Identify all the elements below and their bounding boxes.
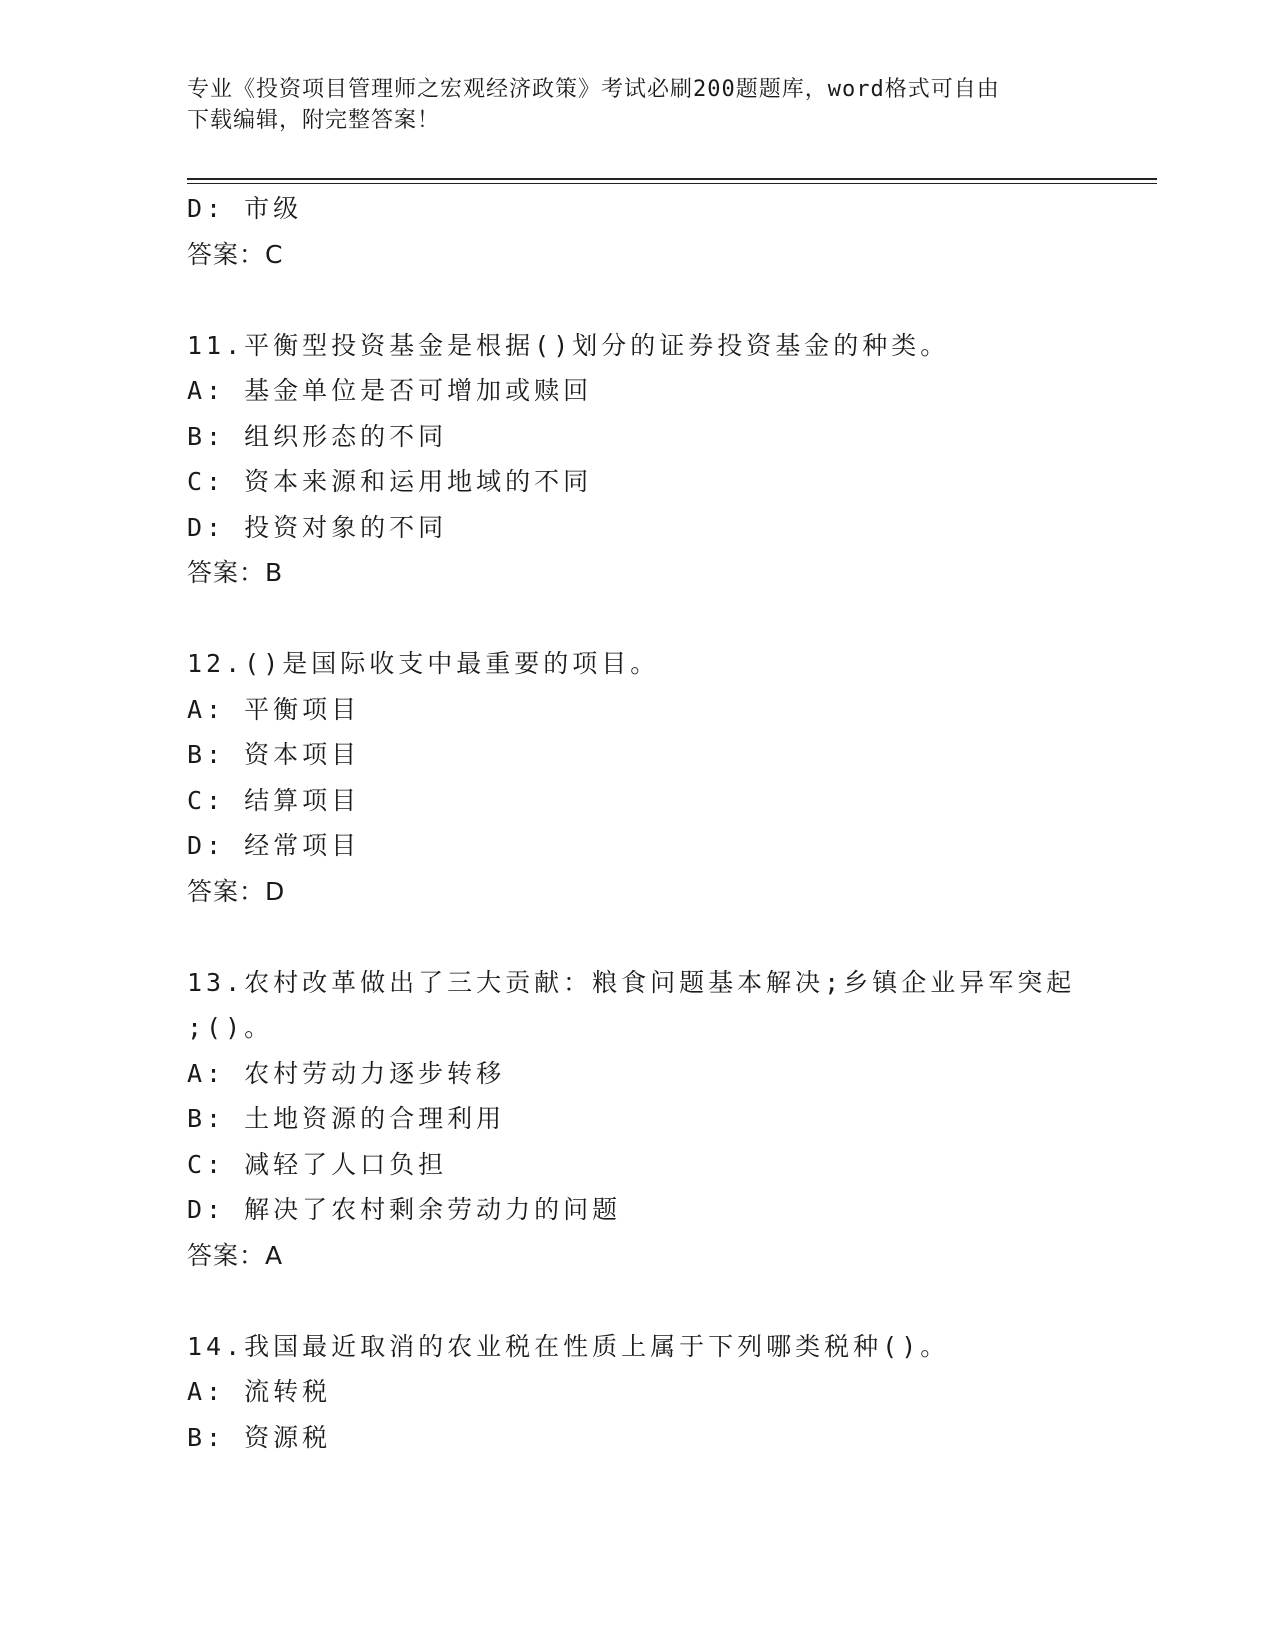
question-text: 13.农村改革做出了三大贡献：粮食问题基本解决;乡镇企业异军突起 xyxy=(187,967,1076,997)
option-b: B: 资源税 xyxy=(187,1422,332,1452)
option-c: C: 结算项目 xyxy=(187,785,361,815)
answer-line: 答案：B xyxy=(187,558,284,587)
question-block xyxy=(187,1324,1087,1461)
question-block xyxy=(187,323,1087,596)
spacer xyxy=(187,596,1087,642)
option-a: A: 基金单位是否可增加或赎回 xyxy=(187,376,593,405)
spacer xyxy=(187,914,1087,960)
option-d: D: 解决了农村剩余劳动力的问题 xyxy=(187,1195,622,1224)
option-d: D: 投资对象的不同 xyxy=(187,512,448,542)
question-text: 12.()是国际收支中最重要的项目。 xyxy=(187,649,660,678)
spacer xyxy=(187,1278,1087,1324)
document-header xyxy=(187,74,1047,136)
option-c: C: 资本来源和运用地域的不同 xyxy=(187,467,593,496)
answer-line: 答案：C xyxy=(187,239,284,269)
option-a: A: 流转税 xyxy=(187,1377,332,1406)
option-d: D: 市级 xyxy=(187,194,303,223)
option-b: B: 土地资源的合理利用 xyxy=(187,1104,506,1133)
question-block xyxy=(187,641,1087,914)
option-a: A: 农村劳动力逐步转移 xyxy=(187,1058,506,1088)
question-text: 14.我国最近取消的农业税在性质上属于下列哪类税种()。 xyxy=(187,1331,950,1361)
question-block xyxy=(187,186,1087,277)
option-b: B: 资本项目 xyxy=(187,740,361,769)
question-list xyxy=(187,186,1087,1460)
header-divider-thin xyxy=(187,183,1157,184)
header-title-line2: 下载编辑，附完整答案！ xyxy=(187,108,441,133)
option-b: B: 组织形态的不同 xyxy=(187,421,448,451)
option-a: A: 平衡项目 xyxy=(187,694,361,724)
option-d: D: 经常项目 xyxy=(187,831,361,860)
header-title-line1: 专业《投资项目管理师之宏观经济政策》考试必刷200题题库，word格式可自由 xyxy=(187,77,1000,102)
option-c: C: 减轻了人口负担 xyxy=(187,1149,448,1179)
question-text: 11.平衡型投资基金是根据()划分的证券投资基金的种类。 xyxy=(187,330,950,360)
question-text-continued: ;()。 xyxy=(187,1013,274,1042)
answer-line: 答案：D xyxy=(187,876,286,906)
answer-line: 答案：A xyxy=(187,1240,284,1270)
spacer xyxy=(187,277,1087,323)
header-divider-thick xyxy=(187,178,1157,180)
question-block xyxy=(187,960,1087,1279)
